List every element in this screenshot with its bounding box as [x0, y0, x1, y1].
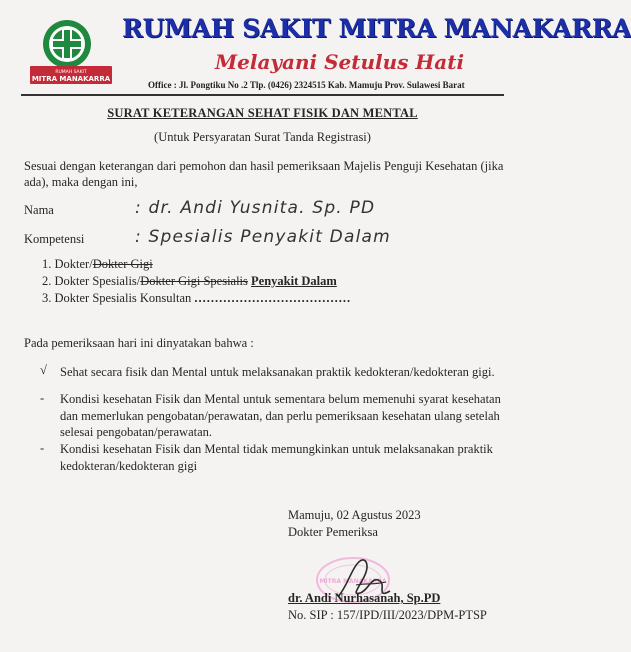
document-subtitle: (Untuk Persyaratan Surat Tanda Registrasi) — [154, 130, 371, 144]
logo-name-text: MITRA MANAKARRA — [31, 75, 111, 83]
doctor-name: dr. Andi Nurhasanah, Sp.PD — [288, 591, 441, 605]
finding-1-mark: √ — [40, 363, 47, 377]
intro-paragraph: Sesuai dengan keterangan dari pemohon dan hasil pemeriksaan Majelis Penguji Kesehatan (jika ada), maka dengan ini, — [24, 159, 504, 189]
document-title: SURAT KETERANGAN SEHAT FISIK DAN MENTAL — [107, 106, 418, 120]
competence-label: Kompetensi — [24, 232, 85, 246]
name-label: Nama — [24, 203, 54, 217]
hospital-logo — [29, 14, 113, 88]
option-1-struck: Dokter Gigi — [92, 257, 153, 271]
option-2 — [42, 274, 337, 289]
name-value: : dr. Andi Yusnita. Sp. PD — [135, 198, 376, 218]
finding-1-text: Sehat secara fisik dan Mental untuk melaksanakan praktik kedokteran/kedokteran gigi. — [60, 365, 495, 379]
place-date: Mamuju, 02 Agustus 2023 — [288, 508, 421, 522]
option-3-text: 3. Dokter Spesialis Konsultan — [42, 291, 195, 305]
findings-intro: Pada pemeriksaan hari ini dinyatakan bahwa : — [24, 336, 254, 350]
option-1 — [42, 257, 153, 272]
option-2-prefix: 2. Dokter Spesialis/ — [42, 274, 141, 288]
hospital-name: RUMAH SAKIT MITRA MANAKARRA — [122, 14, 631, 43]
finding-2-text: Kondisi kesehatan Fisik dan Mental untuk sementara belum memenuhi syarat kesehatan dan memerlukan pengobatan/perawatan, dan perlu pemeriksaan kesehatan ulang setelah selesai pengobatan/perawatan. — [60, 392, 501, 439]
finding-2-mark: - — [40, 391, 45, 405]
option-2-struck: Dokter Gigi Spesialis — [140, 274, 248, 288]
hospital-motto: Melayani Setulus Hati — [215, 50, 465, 74]
letterhead-divider — [21, 94, 504, 96]
finding-3-mark: - — [40, 441, 45, 455]
stamp-text: MITRA MANAKARRA — [319, 578, 387, 585]
option-3-dots: ...................................... — [194, 291, 352, 305]
option-2-value: Penyakit Dalam — [251, 274, 337, 288]
competence-value: : Spesialis Penyakit Dalam — [135, 227, 391, 247]
sip-number: No. SIP : 157/IPD/III/2023/DPM-PTSP — [288, 608, 487, 622]
logo-small-text: RUMAH SAKIT — [55, 70, 87, 75]
office-address: Office : Jl. Pongtiku No .2 Tlp. (0426) 2324515 Kab. Mamuju Prov. Sulawesi Barat — [148, 80, 465, 90]
signer-role: Dokter Pemeriksa — [288, 525, 378, 539]
option-3 — [42, 291, 351, 306]
finding-3-text: Kondisi kesehatan Fisik dan Mental tidak memungkinkan untuk melaksanakan praktik kedokteran/kedokteran gigi — [60, 442, 493, 473]
option-1-prefix: 1. Dokter/ — [42, 257, 93, 271]
